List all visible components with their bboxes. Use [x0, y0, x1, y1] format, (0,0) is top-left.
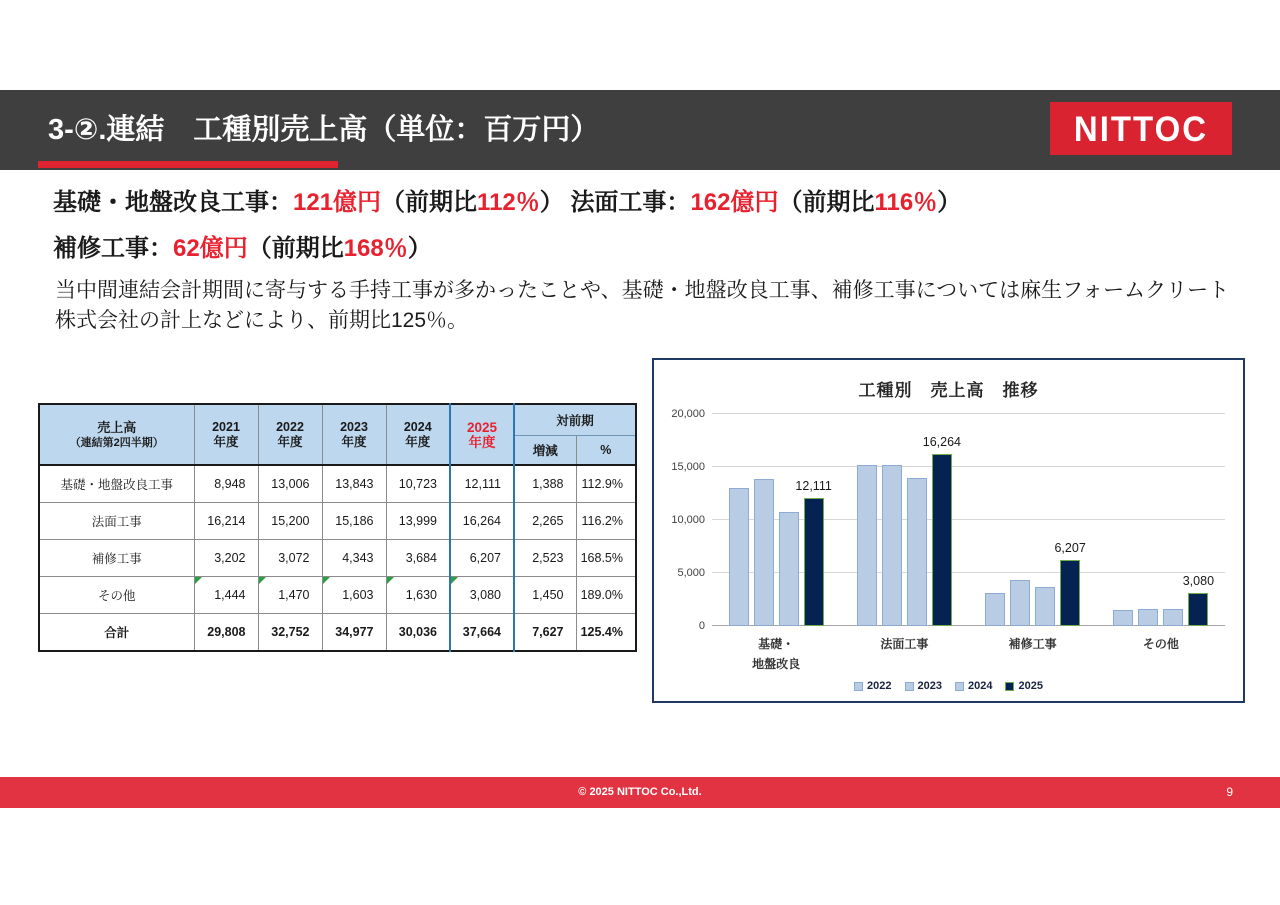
sales-trend-chart: [652, 358, 1245, 703]
table-cell: [576, 614, 636, 652]
cell-value: 12,111: [464, 477, 501, 491]
cell-value: 10,723: [398, 477, 437, 491]
bar-2025: [1182, 574, 1215, 626]
stat-label: 基礎・地盤改良工事：: [53, 189, 293, 216]
cell-value: 16,264: [462, 514, 501, 528]
legend-item-2024: [955, 680, 992, 692]
comment-marker-icon: [387, 577, 394, 584]
nittoc-logo-text: NITTOC: [1073, 107, 1209, 148]
stat-label: ）: [937, 189, 962, 216]
cell-value: 1,388: [532, 477, 564, 491]
row-label: 合計: [39, 614, 194, 652]
row-label: 基礎・地盤改良工事: [39, 465, 194, 503]
cell-value: 3,072: [278, 551, 310, 565]
legend-marker-icon: [955, 682, 964, 691]
cell-value: 168.5%: [580, 551, 623, 565]
legend-item-2022: [854, 680, 891, 692]
cell-value: 32,752: [271, 625, 310, 639]
cell-value: 15,186: [335, 514, 374, 528]
row-label: その他: [39, 577, 194, 614]
bar-2022: [857, 465, 877, 626]
table-cell: [514, 614, 576, 652]
year-line1: 2024: [403, 419, 432, 434]
x-axis-label-line: 地盤改良: [752, 657, 801, 671]
table-row: [39, 577, 636, 614]
table-cell: [258, 614, 322, 652]
bar-2025: [1054, 541, 1086, 626]
stat-label: ）: [539, 189, 571, 216]
x-axis-label-line: 基礎・: [758, 637, 795, 651]
year-header-2023: [322, 404, 386, 465]
cell-value: 1,630: [405, 588, 437, 602]
stat-label: ）: [407, 235, 432, 262]
comment-marker-icon: [195, 577, 202, 584]
table-cell: [514, 577, 576, 614]
highlight-line-2: [53, 226, 961, 272]
cell-value: 116.2%: [581, 514, 623, 528]
cell-value: 3,080: [469, 588, 501, 602]
table-cell: [194, 577, 258, 614]
stat-value-red: 116％: [874, 189, 938, 216]
table-cell: [386, 577, 450, 614]
table-row: [39, 503, 636, 540]
bar-2022: [729, 488, 749, 626]
sales-table: [38, 403, 637, 652]
bar-group: [1097, 414, 1225, 626]
x-axis-label: [969, 634, 1097, 674]
highlight-stats: [53, 180, 961, 272]
table-cell: [514, 503, 576, 540]
legend-label: 2025: [1018, 680, 1043, 692]
copyright: © 2025 NITTOC Co.,Ltd.: [578, 786, 702, 798]
bar-value-label: 16,264: [922, 434, 961, 449]
corner-subtitle: （連結第2四半期）: [69, 437, 164, 449]
table-cell: [450, 503, 514, 540]
table-cell: [322, 577, 386, 614]
year-header-2022: [258, 404, 322, 465]
chart-xlabels: [712, 634, 1225, 674]
comment-marker-icon: [451, 577, 458, 584]
cell-value: 6,207: [469, 551, 501, 565]
cell-value: 13,843: [335, 477, 374, 491]
stat-value-red: 62億円: [173, 235, 248, 262]
bar-value-label: 3,080: [1182, 574, 1215, 589]
table-cell: [450, 465, 514, 503]
cell-value: 1,470: [278, 588, 310, 602]
stat-value-red: 121億円: [293, 189, 382, 216]
stat-value-red: 168％: [343, 235, 408, 262]
year-line1: 2025: [466, 419, 498, 435]
summary-paragraph: 当中間連結会計期間に寄与する手持工事が多かったことや、基礎・地盤改良工事、補修工事については麻生フォームクリート株式会社の計上などにより、前期比125％。: [55, 279, 1230, 332]
legend-label: 2023: [917, 680, 942, 692]
y-axis-tick: 5,000: [677, 567, 705, 579]
vs-prev-sub-0: 増減: [514, 436, 576, 466]
year-line1: 2021: [212, 419, 240, 434]
x-axis-label-line: 法面工事: [880, 637, 929, 651]
cell-value: 1,450: [532, 588, 564, 602]
bar-2025: [795, 478, 832, 626]
year-line2: 年度: [405, 434, 431, 449]
table-row: [39, 540, 636, 577]
bar-2023: [1010, 580, 1030, 626]
header-bar: [0, 90, 1280, 170]
title-underline: [38, 161, 338, 168]
legend-item-2023: [905, 680, 942, 692]
table-cell: [258, 503, 322, 540]
table-cell: [450, 577, 514, 614]
comment-marker-icon: [259, 577, 266, 584]
year-line2: 年度: [277, 434, 303, 449]
page-number: 9: [1226, 785, 1233, 799]
table-cell: [450, 614, 514, 652]
bar-2022: [985, 593, 1005, 626]
y-axis-tick: 10,000: [671, 514, 705, 526]
table-cell: [386, 614, 450, 652]
cell-value: 8,948: [214, 477, 246, 491]
chart-plot: [671, 408, 1225, 632]
x-axis-label-line: 補修工事: [1008, 637, 1057, 651]
year-line2: 年度: [213, 434, 239, 449]
table-cell: [576, 465, 636, 503]
cell-value: 112.9%: [581, 477, 623, 491]
bar-2024: [1035, 587, 1055, 626]
year-line2: 年度: [341, 434, 367, 449]
table-cell: [258, 577, 322, 614]
cell-value: 30,036: [398, 625, 437, 639]
table-cell: [258, 465, 322, 503]
table-cell: [322, 465, 386, 503]
bar-groups: [712, 414, 1225, 626]
comment-marker-icon: [323, 577, 330, 584]
cell-value: 2,265: [532, 514, 564, 528]
row-label: 補修工事: [39, 540, 194, 577]
legend-marker-icon: [854, 682, 863, 691]
bar-2024: [1163, 609, 1183, 626]
cell-value: 3,684: [405, 551, 437, 565]
bar-2024: [907, 478, 927, 626]
bar-2023: [754, 479, 774, 626]
bar-2022: [1113, 610, 1133, 626]
bar-group: [969, 414, 1097, 626]
cell-value: 37,664: [462, 625, 501, 639]
year-header-2021: [194, 404, 258, 465]
bar-value-label: 12,111: [795, 478, 832, 493]
bar-2023: [882, 465, 902, 626]
corner-title: 売上高: [97, 420, 137, 435]
y-axis-tick: 0: [698, 620, 705, 632]
x-axis-label: [1097, 634, 1225, 674]
legend-item-2025: [1005, 680, 1042, 692]
stat-label: 法面工事：: [570, 189, 691, 216]
year-header-2024: [386, 404, 450, 465]
stat-label: （前期比: [247, 235, 344, 262]
page-title: 3-②.連結 工種別売上高（単位：百万円）: [48, 114, 600, 146]
x-axis-label: [712, 634, 840, 674]
nittoc-logo: [1050, 102, 1232, 155]
cell-value: 1,603: [342, 588, 374, 602]
cell-value: 7,627: [532, 625, 564, 639]
sales-table-head: [39, 404, 636, 465]
stat-value-red: 112％: [477, 189, 540, 216]
stat-label: 補修工事：: [53, 235, 173, 262]
table-cell: [514, 540, 576, 577]
stat-label: （前期比: [381, 189, 478, 216]
table-cell: [386, 465, 450, 503]
table-row: [39, 465, 636, 503]
year-line1: 2023: [340, 419, 368, 434]
table-header-row-1: [39, 404, 636, 436]
table-cell: [386, 503, 450, 540]
chart-legend: [654, 680, 1243, 692]
table-cell: [450, 540, 514, 577]
bar-2024: [779, 512, 799, 626]
table-row: [39, 614, 636, 652]
table-cell: [322, 503, 386, 540]
legend-marker-icon: [1005, 682, 1014, 691]
bar-group: [712, 414, 840, 626]
cell-value: 125.4%: [580, 625, 623, 639]
x-axis-label-line: その他: [1142, 637, 1179, 651]
cell-value: 15,200: [271, 514, 310, 528]
bar-value-label: 6,207: [1054, 541, 1086, 556]
table-cell: [576, 503, 636, 540]
year-header-2025: [450, 404, 514, 465]
cell-value: 34,977: [335, 625, 374, 639]
y-axis-tick: 15,000: [671, 461, 705, 473]
legend-label: 2024: [968, 680, 993, 692]
table-cell: [322, 614, 386, 652]
cell-value: 1,444: [214, 588, 246, 602]
year-line2: 年度: [468, 434, 496, 450]
table-cell: [576, 577, 636, 614]
cell-value: 3,202: [214, 551, 246, 565]
table-cell: [322, 540, 386, 577]
bar-group: [840, 414, 968, 626]
sales-table-body: [39, 465, 636, 651]
legend-marker-icon: [905, 682, 914, 691]
corner-header: [39, 404, 194, 465]
highlight-line-1: [53, 180, 961, 226]
vs-prev-header: 対前期: [514, 404, 636, 436]
table-cell: [194, 503, 258, 540]
legend-label: 2022: [867, 680, 892, 692]
table-cell: [514, 465, 576, 503]
table-cell: [194, 465, 258, 503]
vs-prev-sub-1: %: [576, 436, 636, 466]
stat-label: （前期比: [778, 189, 875, 216]
cell-value: 4,343: [342, 551, 374, 565]
sales-table-wrap: [38, 403, 637, 652]
bar-2025: [922, 434, 961, 626]
x-axis-label: [840, 634, 968, 674]
table-cell: [386, 540, 450, 577]
table-cell: [258, 540, 322, 577]
cell-value: 13,006: [271, 477, 310, 491]
year-line1: 2022: [276, 419, 304, 434]
table-cell: [194, 540, 258, 577]
y-axis-tick: 20,000: [671, 408, 705, 420]
table-cell: [576, 540, 636, 577]
chart-title: 工種別 売上高 推移: [858, 381, 1039, 400]
stat-value-red: 162億円: [690, 189, 779, 216]
cell-value: 13,999: [398, 514, 437, 528]
cell-value: 29,808: [207, 625, 246, 639]
table-cell: [194, 614, 258, 652]
cell-value: 189.0%: [580, 588, 623, 602]
bar-2023: [1138, 609, 1158, 626]
footer-bar: [0, 777, 1280, 808]
cell-value: 16,214: [207, 514, 246, 528]
cell-value: 2,523: [532, 551, 564, 565]
row-label: 法面工事: [39, 503, 194, 540]
